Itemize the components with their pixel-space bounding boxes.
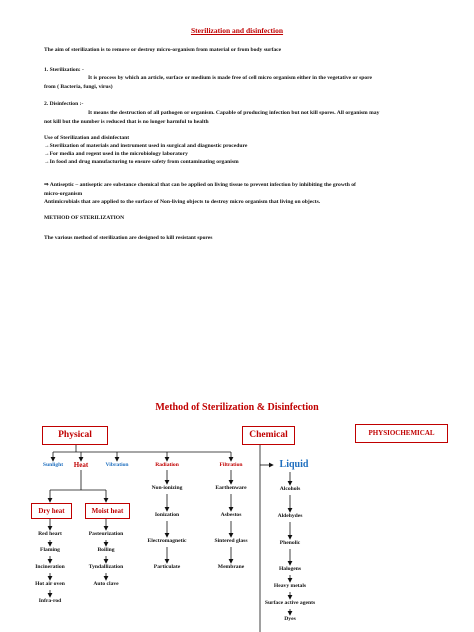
dry-heat-item: Flaming (40, 547, 60, 553)
diagram-title: Method of Sterilization & Disinfection (155, 402, 319, 413)
aim-text: The aim of sterilization is to remove or destroy micro-organism from material or from body surface (44, 47, 282, 53)
radiation-item: Ionization (154, 512, 180, 518)
filtration-item: Earthenware (215, 485, 247, 491)
sterilization-definition-line2: from ( Bacteria, fungi, virus) (44, 84, 113, 90)
sterilization-definition-line1: It is process by which an article, surface or medium is made free of cell micro organism either in the vegetative or spore (88, 75, 373, 81)
radiation-node: Radiation (155, 462, 179, 468)
filtration-item: Membrane (217, 564, 245, 570)
liquid-item: Surface active agents (264, 600, 316, 606)
dry-heat-item: Incineration (35, 564, 65, 570)
liquid-item: Halogens (278, 566, 302, 572)
method-text: The various method of sterilization are designed to kill resistant spores (44, 235, 213, 241)
moist-heat-item: Tyndallization (88, 564, 124, 570)
heat-node: Heat (73, 461, 89, 469)
dry-heat-item: Hot air oven (35, 581, 65, 587)
filtration-item: Asbestos (220, 512, 242, 518)
liquid-item: Aldehydes (277, 513, 303, 519)
use-item: →For media and regent used in the microbiology laboratory (44, 151, 188, 157)
sunlight-node: Sunlight (42, 462, 64, 468)
liquid-item: Dyes (284, 616, 296, 622)
sterilization-heading: 1. Sterilization: - (44, 67, 84, 73)
antiseptic-definition-line2: micro-organism (44, 191, 83, 197)
radiation-item: Non-ionizing (151, 485, 183, 491)
filtration-node: Filtration (219, 462, 243, 468)
dry-heat-box: Dry heat (31, 503, 72, 519)
chemical-box: Chemical (242, 426, 295, 445)
physical-box: Physical (42, 426, 108, 445)
moist-heat-item: Boiling (97, 547, 115, 553)
liquid-item: Phenolic (279, 540, 301, 546)
filtration-item: Sintered glass (214, 538, 248, 544)
document-title: Sterilization and disinfection (190, 26, 284, 35)
liquid-node: Liquid (279, 459, 309, 470)
moist-heat-box: Moist heat (85, 503, 130, 519)
use-item: →In food and drug manufacturing to ensure safety from contaminating organism (44, 159, 239, 165)
use-heading: Use of Sterilization and disinfectant (44, 135, 130, 141)
antiseptic-definition-line1: ⇒ Antiseptic – antiseptic are substance chemical that can be applied on living tissue to prevent infection by inhibiting the growth of (44, 182, 356, 188)
use-item: →Sterilization of materials and instrument used in surgical and diagnostic procedure (44, 143, 248, 149)
radiation-item: Particulate (153, 564, 181, 570)
moist-heat-item: Auto clave (93, 581, 119, 587)
physiochemical-box: PHYSIOCHEMICAL (355, 424, 448, 443)
radiation-item: Electromagnetic (147, 538, 187, 544)
antimicrobials-definition: Antimicrobials that are applied to the surface of Non-living objects to destroy micro organism that living on objects. (44, 199, 321, 205)
method-heading: METHOD OF STERILIZATION (44, 215, 125, 221)
disinfection-definition-line1: It means the destruction of all pathogen or organism. Capable of producing infection but not kill spores. All organism may (88, 110, 380, 116)
liquid-item: Heavy metals (273, 583, 307, 589)
moist-heat-item: Pasteurization (88, 531, 124, 537)
vibration-node: Vibration (105, 462, 129, 468)
disinfection-definition-line2: not kill but the number is reduced that is no longer harmful to health (44, 119, 209, 125)
dry-heat-item: Infra-rod (38, 598, 62, 604)
liquid-item: Alcohols (279, 486, 301, 492)
dry-heat-item: Red heart (38, 531, 62, 537)
disinfection-heading: 2. Disinfection :- (44, 101, 84, 107)
